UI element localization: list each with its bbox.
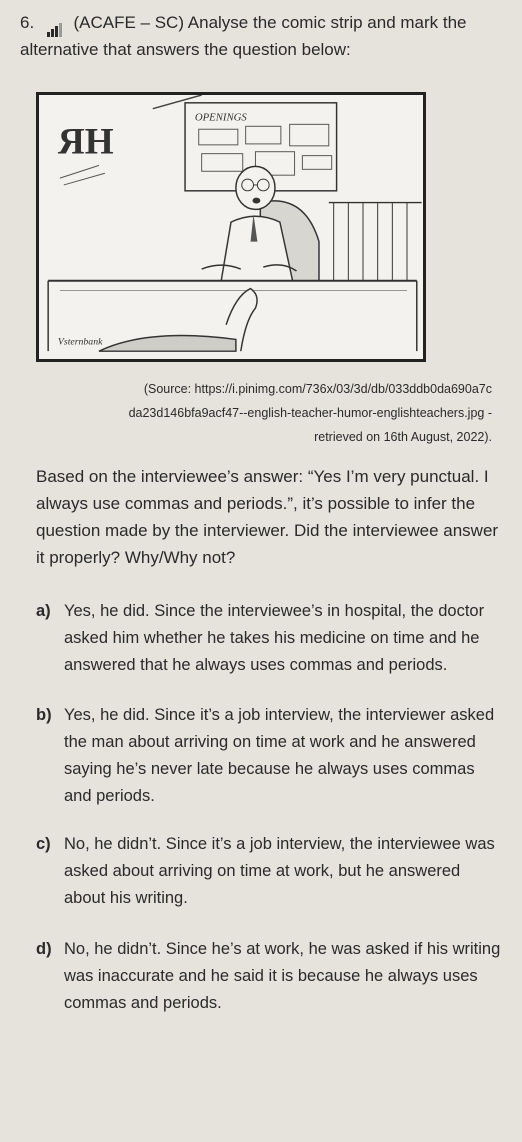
option-c[interactable] — [36, 831, 506, 912]
signal-bars-icon — [47, 12, 63, 37]
question-number: 6. — [20, 13, 35, 32]
option-b[interactable] — [36, 702, 506, 810]
option-text: Yes, he did. Since the interviewee’s in hospital, the doctor asked him whether he takes his medicine on time and he answered that he always uses commas and periods. — [64, 602, 485, 674]
option-letter: d) — [36, 940, 52, 958]
option-a[interactable] — [36, 598, 506, 679]
artist-signature: Vsternbank — [57, 336, 103, 348]
question-stem: Based on the interviewee’s answer: “Yes I’m very punctual. I always use commas and periods.”, it’s possible to infer the question made by the interviewer. Did the interviewee answer it properly? Why/Why not? — [36, 467, 499, 567]
source-line-2: da23d146bfa9acf47--english-teacher-humor-englishteachers.jpg - — [128, 406, 492, 420]
option-text: No, he didn’t. Since it’s a job interview, the interviewee was asked about arriving on time at work, but he answered about his writing. — [64, 835, 495, 907]
comic-strip — [36, 92, 426, 362]
option-text: No, he didn’t. Since he’s at work, he was asked if his writing was inaccurate and he said it is because he always uses commas and periods. — [64, 940, 501, 1012]
comic-illustration — [39, 95, 423, 359]
board-title: OPENINGS — [194, 111, 247, 124]
source-line-1: (Source: https://i.pinimg.com/736x/03/3d/db/033ddb0da690a7c — [143, 382, 492, 396]
option-letter: c) — [36, 835, 51, 853]
option-d[interactable] — [36, 936, 506, 1017]
source-line-3: retrieved on 16th August, 2022). — [314, 430, 492, 444]
hr-sign-text: ЯH — [57, 121, 114, 163]
question-header — [20, 10, 500, 62]
option-letter: a) — [36, 602, 51, 620]
option-letter: b) — [36, 706, 52, 724]
option-text: Yes, he did. Since it’s a job interview, the interviewer asked the man about arriving on time at work and he answered saying he’s never late because he always uses commas and periods. — [64, 706, 495, 805]
question-header-text: (ACAFE – SC) Analyse the comic strip and mark the alternative that answers the question below: — [20, 13, 467, 59]
